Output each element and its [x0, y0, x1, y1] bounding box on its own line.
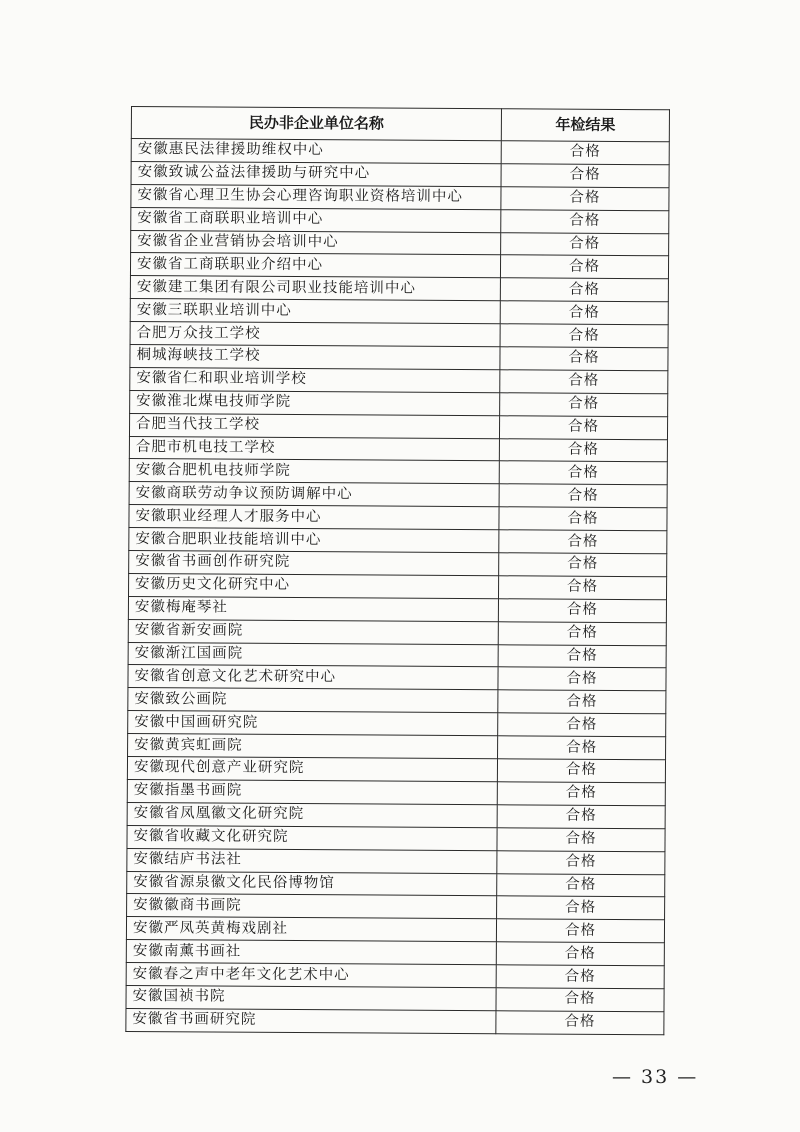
result-cell: 合格 [500, 324, 668, 348]
table-row [129, 551, 667, 577]
table-row [127, 825, 665, 851]
table-row [128, 596, 666, 622]
result-cell: 合格 [498, 644, 666, 668]
table-row [129, 505, 667, 531]
unit-name-cell: 合肥市机电技工学校 [129, 436, 499, 461]
result-cell: 合格 [496, 919, 664, 943]
header-inspection-result: 年检结果 [501, 109, 669, 142]
unit-name-cell: 安徽省心理卫生协会心理咨询职业资格培训中心 [131, 184, 501, 209]
unit-name-cell: 安徽徽商书画院 [127, 894, 497, 919]
unit-name-cell: 安徽建工集团有限公司职业技能培训中心 [130, 276, 500, 301]
result-cell: 合格 [501, 164, 669, 188]
unit-name-cell: 安徽省书画研究院 [126, 1008, 496, 1033]
result-cell: 合格 [499, 415, 667, 439]
result-cell: 合格 [498, 667, 666, 691]
table-row [131, 161, 669, 187]
table-row [129, 573, 667, 599]
result-cell: 合格 [497, 827, 665, 851]
unit-name-cell: 安徽省创意文化艺术研究中心 [128, 665, 498, 690]
table-row [131, 207, 669, 233]
table-row [130, 367, 668, 393]
unit-name-cell: 安徽梅庵琴社 [128, 596, 498, 621]
table-row [127, 894, 665, 920]
unit-name-cell: 安徽春之声中老年文化艺术中心 [126, 963, 496, 988]
unit-name-cell: 安徽现代创意产业研究院 [127, 757, 497, 782]
unit-name-cell: 安徽历史文化研究中心 [129, 573, 499, 598]
unit-name-cell: 安徽省企业营销协会培训中心 [131, 230, 501, 255]
unit-name-cell: 安徽致诚公益法律援助与研究中心 [131, 161, 501, 186]
result-cell: 合格 [499, 484, 667, 508]
table-row [127, 757, 665, 783]
unit-name-cell: 安徽淮北煤电技师学院 [130, 390, 500, 415]
table-row [128, 711, 666, 737]
header-unit-name: 民办非企业单位名称 [131, 107, 501, 141]
unit-name-cell: 安徽省工商联职业介绍中心 [130, 253, 500, 278]
table-row [130, 253, 668, 279]
result-cell: 合格 [497, 896, 665, 920]
table-row [128, 734, 666, 760]
unit-name-cell: 安徽省源泉徽文化民俗博物馆 [127, 871, 497, 896]
table-row [131, 139, 669, 165]
result-cell: 合格 [500, 347, 668, 371]
result-cell: 合格 [497, 805, 665, 829]
table-row [126, 917, 664, 943]
result-cell: 合格 [498, 736, 666, 760]
table-row [127, 779, 665, 805]
result-cell: 合格 [496, 942, 664, 966]
result-cell: 合格 [496, 965, 664, 989]
unit-name-cell: 安徽国祯书院 [126, 985, 496, 1010]
table-row [130, 276, 668, 302]
unit-name-cell: 安徽三联职业培训中心 [130, 299, 500, 324]
result-cell: 合格 [498, 713, 666, 737]
unit-name-cell: 安徽省新安画院 [128, 619, 498, 644]
result-cell: 合格 [496, 988, 664, 1012]
unit-name-cell: 安徽黄宾虹画院 [128, 734, 498, 759]
page-number: — 33 — [612, 1066, 699, 1088]
table-row [129, 436, 667, 462]
unit-name-cell: 桐城海峡技工学校 [130, 345, 500, 370]
table-row [130, 322, 668, 348]
unit-name-cell: 安徽合肥机电技师学院 [129, 459, 499, 484]
table-row [131, 230, 669, 256]
table-body [126, 139, 669, 1035]
unit-name-cell: 安徽商联劳动争议预防调解中心 [129, 482, 499, 507]
unit-name-cell: 安徽渐江国画院 [128, 642, 498, 667]
unit-name-cell: 合肥当代技工学校 [129, 413, 499, 438]
result-cell: 合格 [500, 301, 668, 325]
unit-name-cell: 安徽中国画研究院 [128, 711, 498, 736]
result-cell: 合格 [500, 393, 668, 417]
table-row [128, 642, 666, 668]
table-row [126, 1008, 664, 1034]
unit-name-cell: 合肥万众技工学校 [130, 322, 500, 347]
result-cell: 合格 [501, 209, 669, 233]
table-row [127, 848, 665, 874]
result-cell: 合格 [501, 141, 669, 165]
unit-name-cell: 安徽致公画院 [128, 688, 498, 713]
result-cell: 合格 [500, 278, 668, 302]
result-cell: 合格 [499, 461, 667, 485]
result-cell: 合格 [498, 621, 666, 645]
result-cell: 合格 [497, 759, 665, 783]
result-cell: 合格 [497, 873, 665, 897]
result-cell: 合格 [500, 370, 668, 394]
result-cell: 合格 [499, 507, 667, 531]
unit-name-cell: 安徽南薰书画社 [126, 940, 496, 965]
result-cell: 合格 [501, 232, 669, 256]
result-cell: 合格 [501, 187, 669, 211]
unit-name-cell: 安徽省凤凰徽文化研究院 [127, 802, 497, 827]
table-row [129, 459, 667, 485]
table-row [128, 688, 666, 714]
table-row [126, 963, 664, 989]
table-row [127, 802, 665, 828]
result-cell: 合格 [499, 553, 667, 577]
result-cell: 合格 [498, 690, 666, 714]
result-cell: 合格 [499, 438, 667, 462]
result-cell: 合格 [497, 782, 665, 806]
unit-name-cell: 安徽指墨书画院 [127, 779, 497, 804]
unit-name-cell: 安徽省仁和职业培训学校 [130, 367, 500, 392]
unit-name-cell: 安徽结庐书法社 [127, 848, 497, 873]
unit-name-cell: 安徽省工商联职业培训中心 [131, 207, 501, 232]
table-row [129, 528, 667, 554]
table-row [126, 985, 664, 1011]
header-row [131, 107, 669, 142]
table-row [129, 413, 667, 439]
table-row [126, 940, 664, 966]
unit-name-cell: 安徽省收藏文化研究院 [127, 825, 497, 850]
result-cell: 合格 [498, 599, 666, 623]
table-row [128, 619, 666, 645]
table-row [131, 184, 669, 210]
results-table [125, 106, 670, 1035]
table-row [127, 871, 665, 897]
table-row [129, 482, 667, 508]
result-cell: 合格 [498, 576, 666, 600]
unit-name-cell: 安徽合肥职业技能培训中心 [129, 528, 499, 553]
unit-name-cell: 安徽职业经理人才服务中心 [129, 505, 499, 530]
unit-name-cell: 安徽严凤英黄梅戏剧社 [126, 917, 496, 942]
table-row [130, 345, 668, 371]
table-row [130, 390, 668, 416]
result-cell: 合格 [496, 1011, 664, 1035]
result-cell: 合格 [500, 255, 668, 279]
table-row [130, 299, 668, 325]
unit-name-cell: 安徽惠民法律援助维权中心 [131, 139, 501, 164]
table-row [128, 665, 666, 691]
result-cell: 合格 [497, 850, 665, 874]
result-cell: 合格 [499, 530, 667, 554]
unit-name-cell: 安徽省书画创作研究院 [129, 551, 499, 576]
